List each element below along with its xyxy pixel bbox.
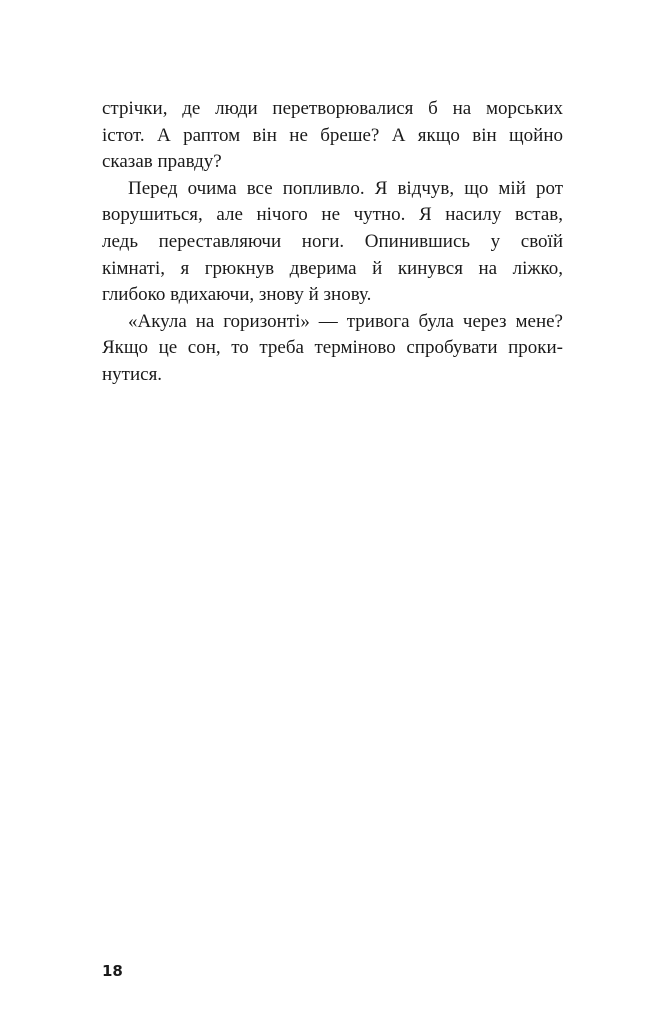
text-line: глибоко вдихаючи, знову й знову. — [102, 284, 372, 306]
text-line: сказав правду? — [102, 151, 222, 173]
text-line: кімнаті, я грюкнув дверима й кинувся на ліжко, — [102, 257, 563, 279]
text-line: ворушиться, але нічого не чутно. Я насилу встав, — [102, 204, 563, 226]
page-number: 18 — [102, 962, 123, 980]
text-line: стрічки, де люди перетворювалися б на морських — [102, 98, 563, 119]
text-line: Якщо це сон, то треба терміново спробувати проки- — [102, 337, 563, 359]
text-line: ледь переставляючи ноги. Опинившись у своїй — [102, 230, 563, 252]
text-line: істот. А раптом він не бреше? А якщо він щойно — [102, 124, 563, 146]
body-text — [102, 96, 563, 389]
text-line: Перед очима все попливло. Я відчув, що мій рот — [128, 177, 563, 199]
text-line: «Акула на горизонті» — тривога була через мене? — [128, 310, 563, 332]
text-line: нутися. — [102, 363, 163, 385]
